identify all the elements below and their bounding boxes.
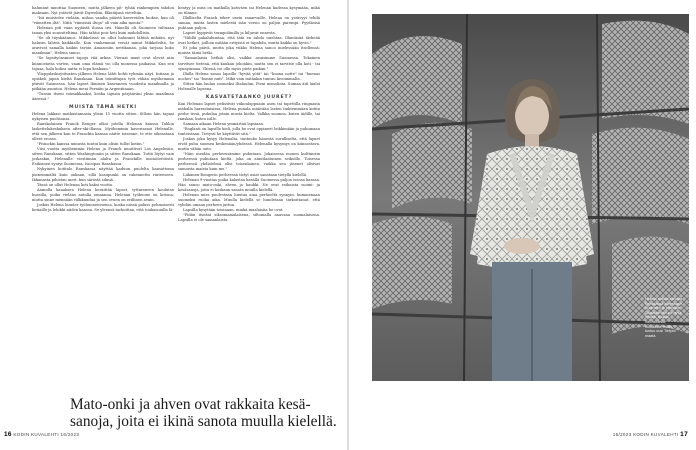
folio-left [4,431,79,438]
paragraph: "Se oli täyskäännos. Mikkelissä en ollut halunnut lähteä mihään, nyt halusin lähteä kaikkialle. Kun vanhemmat veivät minut Mikkeleiltä, he aravivat samalla kaikin tavoin Amazoniin nettikauan, joka tarjoaa koko maailman", Helena sanoo. [32,36,174,56]
paragraph: Viisi vuotta myöhemmin Helena ja Franck muuttivat Los Angelesiin, sitten Ranskaan, sitten Washingtoniin ja sitten Ranskaan. Tuttä löytyi vain joskaskin, Helenalle viestinnän alalta ja Franckille insinööritöistä. Esikoinen syntyi Suomessa, Iisoopas Ranskassa. [32,147,174,167]
paragraph: "Isä muistelee vielään, mihon vaadin päästä kavereiden luokse, kun oli "viimetten iltä". Niitä "viimeisiä iltoja" oli vain aika monta!" [32,16,174,26]
paragraph: Ylioppilaskirjoitusten jälkeen Helena lähti kohti ryhmän näyt. Intiaan ja opiskeli japan kieltä Ranskaan. Kun toimittajan työt vähän myöhemmin pitivät Suomessa, hän lapset ihmisen kasvaneen vuodesta maailmalla ja pitkään asuntoa. Helena meni Perniän ja Argentiinaan. [32,71,174,91]
paragraph: Illalla Helena sanoo lapsille "hyvää yötä" tai "buona notte" tai "buenas noches" tai "bonne nuit". Mikä vain mitänkin tuntuu kivoimmalta. [178,71,320,81]
paragraph: "Franckin kanssa minusta tuntui kuin olisin tullut kotiin." [37,142,145,147]
section-subheading: MUISTA TÄMÄ HETKI [69,104,137,110]
paragraph: Ranskalainen Franck Renger alkoi jutella Helenan kanssa Tahlon laskettelukeskuksen after-ski-illassa. Myöhemmin kaverisanoi Helenalle, että sen jälkeen kun te Franckin kanssa näitte toisenne, te ette oikeastaan olleet erossa. [32,122,174,142]
paragraph: Nykyinen kotitalo Ranskassa näyttää kaduun puolelta kansattoma pienemmältä kuin onkaan, sillä kasupunki on rakennettu rinteeseen. Ikkunasta pihistau meri, kun särästä silmiä. [32,167,174,182]
paragraph: Aamulla kauaksen Helena heräittää lapset, tyttäreneen koulutsn bussilla, poika vieläns autolla omaanna. Helenan työhuone on kotona, mutta sinne mennään välkkuudua ja sen ovuen on erillinen avain. [32,187,174,202]
paragraph: Joskus joku kysyy Helenalta, tunteuko hänestä surulliselta, että lapset eivät puhu suomea keskenään/yhdessä. Helenalla kysymys on kiinnostava, mutta vähän outo. [178,137,320,152]
folio-right [613,431,688,438]
photo-caption: Helena soittaa kaivaita Ranskassa olleessaan Suomeen ja pitivystin. Taustalla hän voi hyvä ihmisä, koulua, harrastuksia, ruokaasia, mutta tuntuu uusi Tietysti maata. [645,297,683,338]
paragraph: Samaan aikaan Helena ymmärtää lapsiaan. [183,122,265,127]
paragraph: "Samanlaisia hetkiä olisi, vaikka asuisimme Suomessa. Tokainen tarvitsee tietenä, että kaukan johonkin, mutta sen ei tarvitse olla koti - tai synnyinmaa. Yhtenä voi olla myös piete paikan." [178,56,320,71]
paragraph: Lapset hyppivät trampoliinilla ja kiljuvat onnesta. [183,31,276,36]
paragraph: Tässä on ollut Helenan koti kaksi vuotta. [37,182,114,187]
paragraph: Joskus Helena kuuder työhuoneessensa, koska niissä paluss pehmoisesti kotiaille ja lelukki niiden kanssa. Se yleensä tarkoittaa, että toukaisuulla lä- [32,202,174,212]
paragraph: Illalliselta Franck tekee usein ranarvaille. Helena on ystävyyt tehdä samaa, mutta lasten mielestä isän versio on paljon parempi. Pyydäsisä puhtaan paljon. [178,16,320,31]
paragraph: Et joka päivä, mutta joka viikko Helena sanoo mielessään itsellensä: muista tämä hetki. [178,46,320,56]
paragraph: Lapsilla kysytään toisinaan, minkä maalaisiia he ovat. [183,207,284,212]
pull-quote-line: sanoja, joita ei ikinä sanota muulla kielellä. [70,412,337,430]
folio-label: 16/2023 KODIN KUVALEHTI [612,432,679,437]
paragraph: "Englanti on lapsille kieli, jolla he ovat oppineet leikkimään ja puhumaan tunteistaan. Tietysti he käyttävät sitä." [178,127,320,137]
paragraph: Helenan mies puolestaan huutaa aina perheeltä synnyin: kummenaan suomeksi ruoka aika. Muulla kielellä se huudetaan tarkoittanut, että vyhdän omaan perheen juttua. [178,192,320,207]
paragraph: "Tunsin itseni voimakkaaksi, koska tajusin pärjääväni yksin maailman ääressä." [32,91,174,101]
paragraph: hentyy ja miss on matkalla kotiväen tai Helenan kadessa kysymään, mikä on tilanne. [178,6,320,16]
pull-quote [70,397,490,430]
paragraph: Kun Helenan lapset pelissivät viikonloppuaiin asen tai tapettilla ringuasta mahalla harrastaisissa, Helena punala määvään lasten tiuktemmäan kotiin perhe tissä, puhulaa jotain musta kielta. Valkka suomea, kuten äidille, tai ranskaa, kuten isille. [178,101,320,121]
paragraph: halunnut muuttaa Suomeen, mutta jälkeen pit- tyhää rankempien tahdon maksaan. Nyt ystävät jäivät Ihyweltin, fåkstäjsnä vieteltiin. [32,6,174,16]
page-number: 17 [680,431,688,438]
paragraph: "Pidän itseäni siksomamalaisena, siltomalla anavana suomalaisena. Lapsilla ei ole samanlaista [178,212,320,222]
paragraph: Helenan piti vaan nyjäistä ilonsa irti. Hänellä oli Suomeen tultuaan tauan yksi suuositeltima. Hän tahtoi pois heti kuin mahdollista. [32,26,174,36]
section-subheading: KASVATETAANKO JUURET? [205,94,293,100]
paragraph: Helenan 9-vuotias poika kalastaa kesällä Suomessa paljon isonsa kanssa. Hän sanoo mato-onki, ahven ja haukki. Ne ovat ratkaista suomi- ja kesäsanoja, joita ei koskaan sanota muulla kielellä. [178,177,320,192]
photo-illustration [372,14,689,381]
pull-quote-line: Mato-onki ja ahven ovat rakkaita kesä- [70,396,311,413]
folio-label: KODIN KUVALEHTI 16/2023 [13,432,80,437]
paragraph: "Näin meidän perheessämme puhutaan. Jokaisessa monen kulttuurin perheessä puhutaan kieltä, joka on ainutlaatuinen seikoille. Toisessa perheessä yhdistelmä olisi toisenlainen, vaikka sen jäsenet olisivat samoista maista kuin me." [178,152,320,172]
page-gutter [347,0,349,450]
article-column-2 [178,6,320,223]
paragraph: Helena lakkasi matkustamasta ylisin 15 vuotta sitten. Silloin hän tapasi nykyisen puolisonsa. [32,111,174,121]
article-column-1 [32,6,174,213]
portrait-photo [372,14,689,381]
paragraph: "Se lapsityönsmuvi tapoja viiä arkea. Vieraat maat ovat olevat niin kiinnostavia varten, vaan oma elämä voi olla monessa paikassa. Kun sen tajuaa, halu kokea uutta ei lopu koskaan." [32,56,174,71]
page-number: 16 [4,431,12,438]
paragraph: Liikanen-Rengerin perheessä tietyt asiat sanotaan tietyllä kielellä. [183,172,308,177]
paragraph: "Välillä pakahdumtaa, että tätä en tahdo unohtaa. Illantäsää tärkeää ovat hetket, joilloin mitään erityistä ei tapahdu, mutta kaikki on hyvin." [178,36,320,46]
paragraph: Sitten hän laulaa suomeksi Iltalaulun, Pieni menolinta. Suman äiti lauloi Helenalle lapsena. [178,81,320,91]
